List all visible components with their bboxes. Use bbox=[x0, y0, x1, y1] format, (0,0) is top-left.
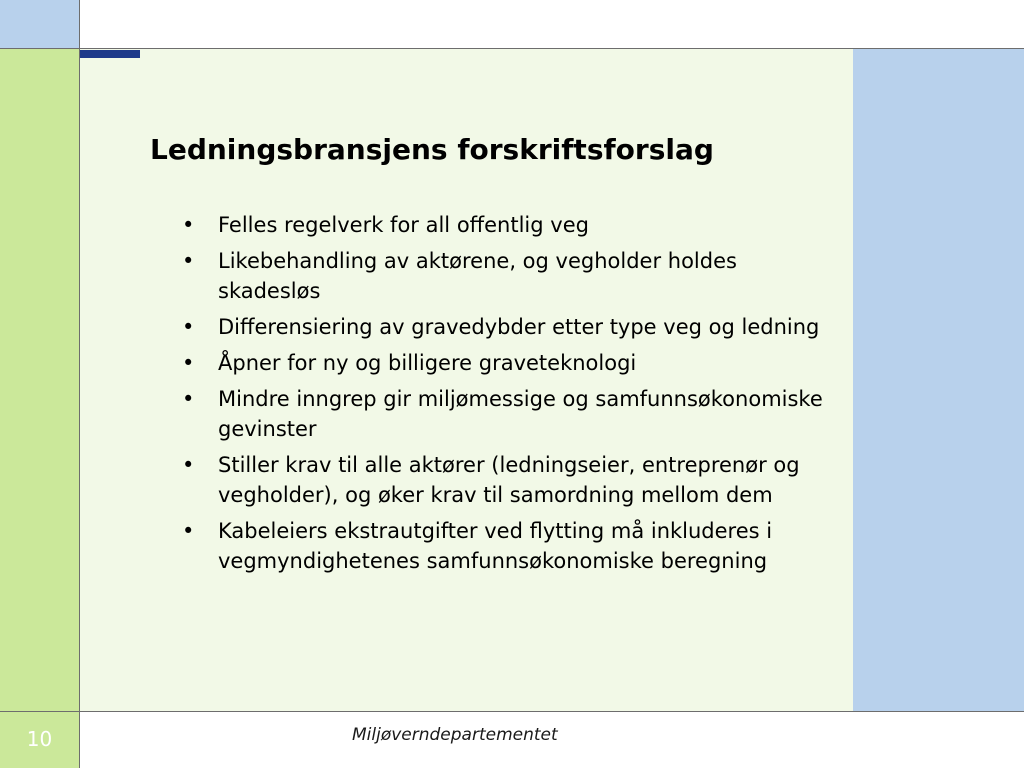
bullet-marker: • bbox=[182, 519, 195, 543]
bullet-marker: • bbox=[182, 453, 195, 477]
bullet-text: Mindre inngrep gir miljømessige og samfunnsøkonomiske gevinster bbox=[218, 387, 823, 441]
bullet-list bbox=[178, 210, 828, 582]
left-green-strip bbox=[0, 48, 79, 711]
bullet-item bbox=[178, 384, 828, 444]
page-number: 10 bbox=[26, 727, 53, 751]
accent-bar bbox=[80, 50, 140, 58]
bullet-item bbox=[178, 246, 828, 306]
bullet-text: Stiller krav til alle aktører (ledningseier, entreprenør og vegholder), og øker krav til samordning mellom dem bbox=[218, 453, 800, 507]
top-divider bbox=[0, 48, 1024, 49]
bullet-marker: • bbox=[182, 249, 195, 273]
bullet-item bbox=[178, 450, 828, 510]
vertical-divider bbox=[79, 0, 80, 768]
slide-title: Ledningsbransjens forskriftsforslag bbox=[150, 133, 714, 166]
bullet-text: Åpner for ny og billigere graveteknologi bbox=[218, 351, 637, 375]
bullet-text: Felles regelverk for all offentlig veg bbox=[218, 213, 589, 237]
bottom-divider bbox=[0, 711, 1024, 712]
top-left-block bbox=[0, 0, 79, 48]
bullet-item bbox=[178, 348, 828, 378]
bullet-marker: • bbox=[182, 315, 195, 339]
bullet-item bbox=[178, 516, 828, 576]
footer-organization: Miljøverndepartementet bbox=[352, 725, 558, 745]
bullet-item bbox=[178, 210, 828, 240]
bullet-marker: • bbox=[182, 213, 195, 237]
bullet-marker: • bbox=[182, 387, 195, 411]
bullet-text: Likebehandling av aktørene, og vegholder holdes skadesløs bbox=[218, 249, 737, 303]
bullet-text: Kabeleiers ekstrautgifter ved flytting må inkluderes i vegmyndighetenes samfunnsøkonomiske beregning bbox=[218, 519, 773, 573]
bullet-marker: • bbox=[182, 351, 195, 375]
bullet-text: Differensiering av gravedybder etter type veg og ledning bbox=[218, 315, 820, 339]
bullet-item bbox=[178, 312, 828, 342]
right-blue-strip bbox=[853, 49, 1024, 711]
